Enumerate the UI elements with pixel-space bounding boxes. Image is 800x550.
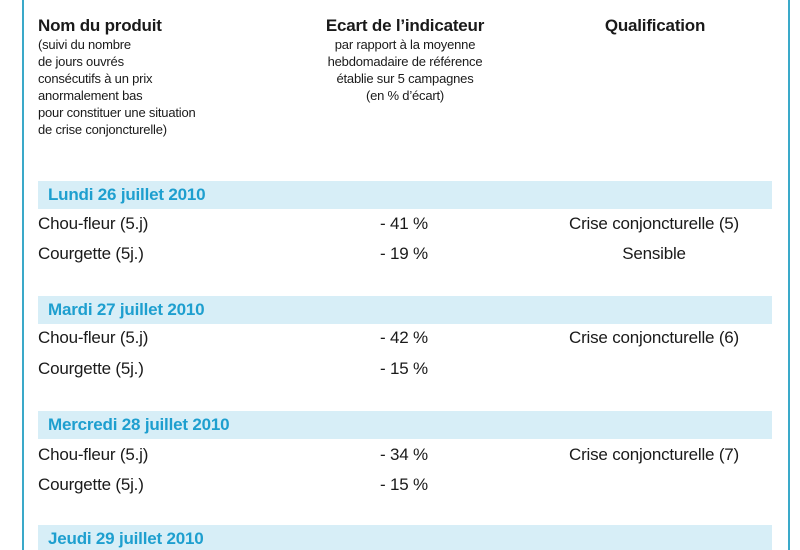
header-indicator-sub-line: (en % d’écart) (365, 88, 445, 103)
cell-product: Courgette (5j.) (38, 475, 144, 494)
header-product-sub-line: (suivi du nombre (38, 37, 131, 52)
table-row (38, 240, 772, 268)
table-row (38, 355, 772, 383)
cell-qualification: Crise conjoncturelle (5) (569, 214, 739, 233)
header-indicator-sub-line: hebdomadaire de référence (327, 54, 483, 69)
cell-indicator: - 15 % (380, 359, 428, 378)
day-label: Mardi 27 juillet 2010 (48, 300, 205, 319)
header-qualification-title: Qualification (604, 16, 706, 35)
header-indicator-sub-line: par rapport à la moyenne (334, 37, 476, 52)
day-label: Lundi 26 juillet 2010 (48, 185, 206, 204)
header-product-sub-line: de jours ouvrés (38, 54, 124, 69)
header-indicator (290, 16, 520, 104)
day-label: Jeudi 29 juillet 2010 (48, 529, 204, 548)
header-product-sub-line: anormalement bas (38, 88, 143, 103)
header-product-title: Nom du produit (38, 16, 162, 35)
header-indicator-title: Ecart de l’indicateur (325, 16, 485, 35)
cell-product: Chou-fleur (5.j) (38, 445, 149, 464)
cell-qualification: Crise conjoncturelle (6) (569, 328, 739, 347)
cell-indicator: - 34 % (380, 445, 428, 464)
table-row (38, 210, 772, 238)
cell-product: Chou-fleur (5.j) (38, 328, 149, 347)
cell-qualification: Crise conjoncturelle (7) (569, 445, 739, 464)
day-band (38, 181, 772, 209)
cell-indicator: - 42 % (380, 328, 428, 347)
header-indicator-sub-line: établie sur 5 campagnes (336, 71, 474, 86)
cell-product: Courgette (5j.) (38, 244, 144, 263)
day-label: Mercredi 28 juillet 2010 (48, 415, 230, 434)
day-band (38, 525, 772, 550)
header-qualification (545, 16, 765, 36)
header-product-sub-line: de crise conjoncturelle) (38, 122, 167, 137)
header-product (38, 16, 288, 138)
day-band (38, 296, 772, 324)
cell-indicator: - 41 % (380, 214, 428, 233)
header-product-sub-line: consécutifs à un prix (38, 71, 153, 86)
cell-product: Chou-fleur (5.j) (38, 214, 149, 233)
table-row (38, 324, 772, 352)
table-row (38, 471, 772, 499)
header-product-sub-line: pour constituer une situation (38, 105, 196, 120)
cell-qualification: Sensible (622, 244, 686, 263)
cell-indicator: - 19 % (380, 244, 428, 263)
table-row (38, 441, 772, 469)
cell-indicator: - 15 % (380, 475, 428, 494)
day-band (38, 411, 772, 439)
cell-product: Courgette (5j.) (38, 359, 144, 378)
